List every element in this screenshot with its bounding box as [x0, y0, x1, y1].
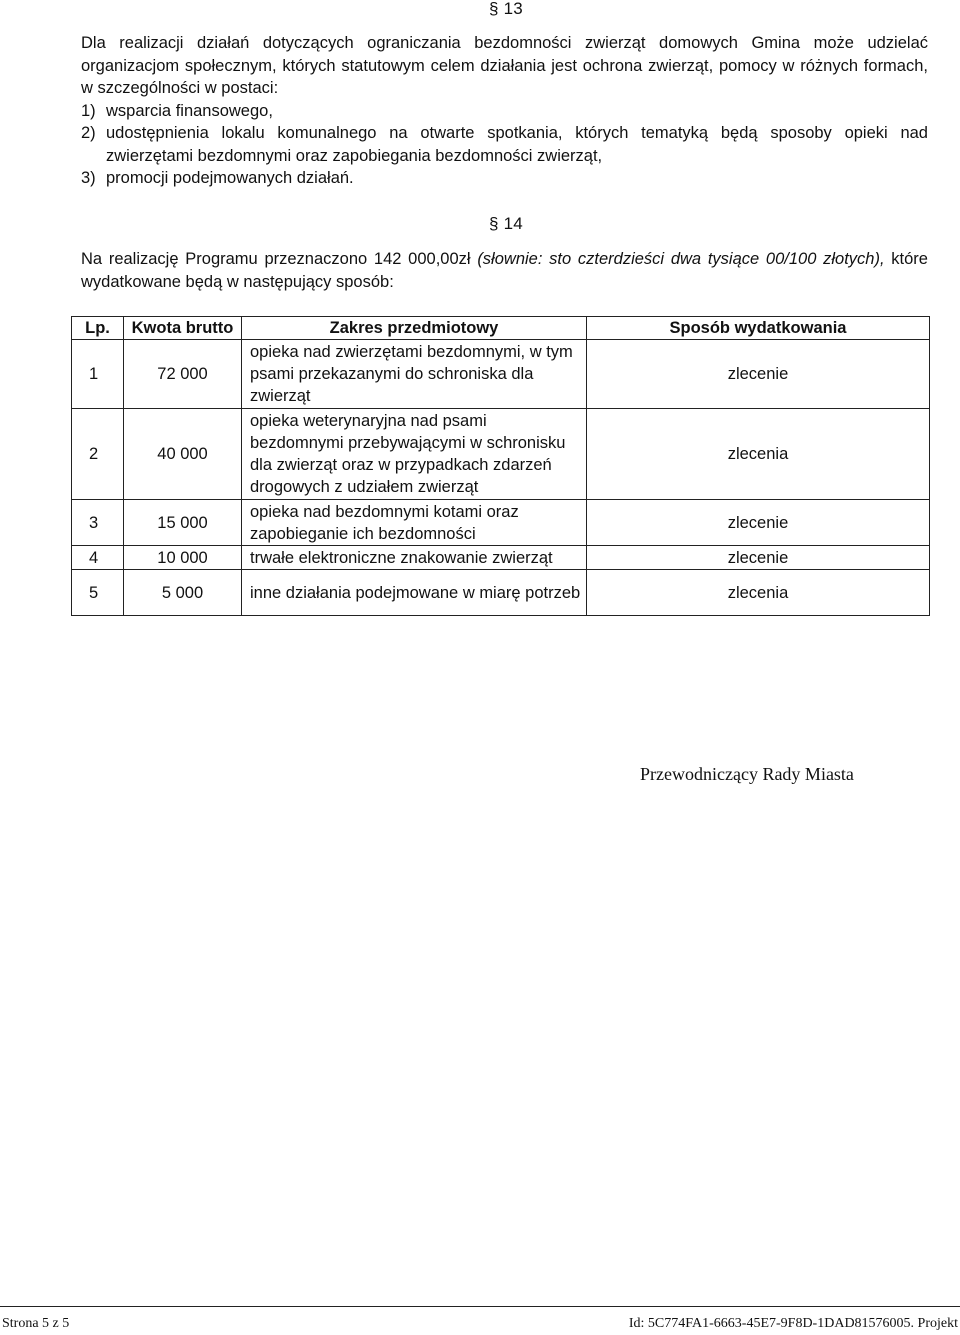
list-item: [81, 100, 928, 123]
cell-amount: 10 000: [124, 546, 242, 570]
table-row: [72, 546, 930, 570]
footer-document-id: Id: 5C774FA1-6663-45E7-9F8D-1DAD81576005. Projekt: [628, 1316, 958, 1331]
list-item: [81, 122, 928, 167]
program-text-after: które wydatkowane będą w następujący sposób:: [81, 250, 928, 291]
footer-divider: [0, 1306, 960, 1307]
program-amount-in-words: (słownie: sto czterdzieści dwa tysiące 00/100 złotych),: [477, 250, 885, 268]
header-amount: Kwota brutto: [124, 317, 242, 340]
cell-lp: 3: [72, 500, 124, 546]
program-text-before: Na realizację Programu przeznaczono 142 000,00zł: [81, 250, 478, 268]
section-13-heading: § 13: [489, 0, 523, 18]
list-item: [81, 167, 928, 190]
cell-amount: 72 000: [124, 340, 242, 409]
section-14-heading: § 14: [489, 214, 523, 233]
cell-amount: 15 000: [124, 500, 242, 546]
table-row: [72, 500, 930, 546]
section-14-body: [81, 248, 928, 293]
cell-amount: 5 000: [124, 570, 242, 616]
list-item-number: 1): [81, 101, 96, 120]
cell-scope: trwałe elektroniczne znakowanie zwierząt: [242, 546, 587, 570]
header-scope: Zakres przedmiotowy: [242, 317, 587, 340]
section-13-intro: Dla realizacji działań dotyczących ograniczania bezdomności zwierząt domowych Gmina może udzielać organizacjom społecznym, których statutowym celem działania jest ochrona zwierząt, pomocy w różnych formach, w szczególności w postaci:: [81, 34, 928, 97]
header-lp: Lp.: [72, 317, 124, 340]
table-row: [72, 570, 930, 616]
cell-lp: 2: [72, 409, 124, 500]
list-item-number: 2): [81, 124, 96, 142]
cell-lp: 5: [72, 570, 124, 616]
table-row: [72, 409, 930, 500]
cell-lp: 1: [72, 340, 124, 409]
table-header-row: [72, 317, 930, 340]
cell-scope: opieka weterynaryjna nad psami bezdomnymi przebywającymi w schronisku dla zwierząt oraz w przypadkach zdarzeń drogowych z udziałem zwierząt: [242, 409, 587, 500]
cell-scope: opieka nad zwierzętami bezdomnymi, w tym psami przekazanymi do schroniska dla zwierząt: [242, 340, 587, 409]
allocation-table: [71, 316, 930, 616]
cell-method: zlecenie: [587, 340, 930, 409]
header-method: Sposób wydatkowania: [587, 317, 930, 340]
list-item-text: wsparcia finansowego,: [106, 101, 273, 120]
list-item-number: 3): [81, 169, 96, 187]
list-item-text: promocji podejmowanych działań.: [106, 169, 354, 187]
table-row: [72, 340, 930, 409]
section-13-body: [81, 32, 928, 190]
cell-amount: 40 000: [124, 409, 242, 500]
cell-method: zlecenie: [587, 546, 930, 570]
cell-method: zlecenia: [587, 570, 930, 616]
list-item-text: udostępnienia lokalu komunalnego na otwarte spotkania, których tematyką będą sposoby opieki nad zwierzętami bezdomnymi oraz zapobiegania bezdomności zwierząt,: [106, 124, 928, 165]
signature-title: Przewodniczący Rady Miasta: [640, 764, 854, 784]
footer-page-number: Strona 5 z 5: [2, 1316, 70, 1331]
cell-method: zlecenia: [587, 409, 930, 500]
cell-method: zlecenie: [587, 500, 930, 546]
cell-scope: inne działania podejmowane w miarę potrzeb: [242, 570, 587, 616]
cell-scope: opieka nad bezdomnymi kotami oraz zapobieganie ich bezdomności: [242, 500, 587, 546]
cell-lp: 4: [72, 546, 124, 570]
